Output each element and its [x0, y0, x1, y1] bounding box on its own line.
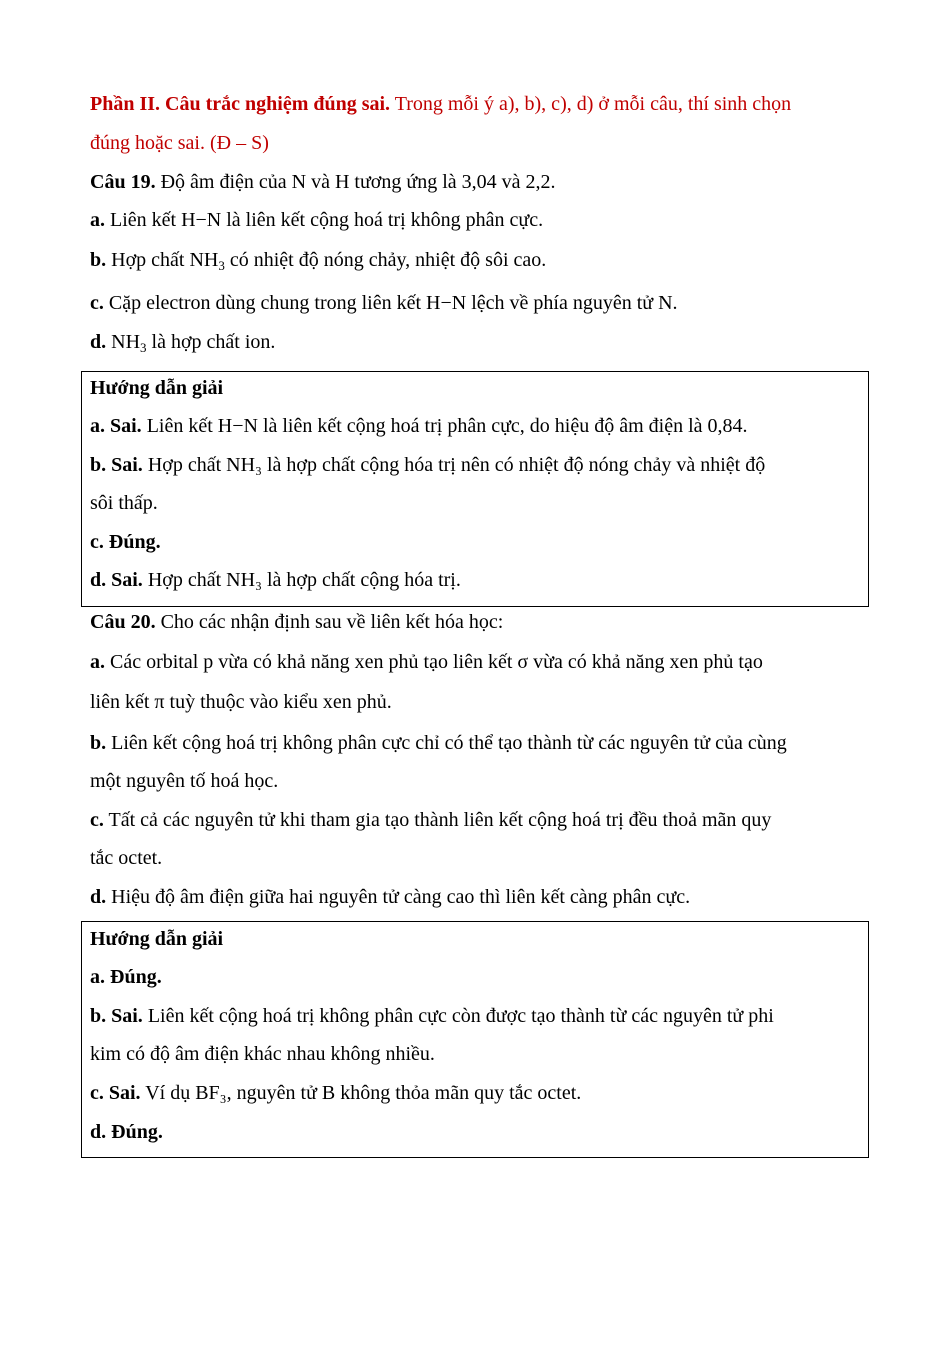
sol19-b [90, 453, 765, 477]
sol19-b-line2: sôi thấp. [90, 492, 158, 514]
q19-b-sub: 3 [218, 258, 225, 273]
q20-b-label: b. [90, 732, 107, 754]
sol19-title-text: Hướng dẫn giải [90, 377, 224, 399]
part-heading-line2: đúng hoặc sai. (Đ – S) [90, 132, 269, 154]
sol19-title [90, 376, 223, 400]
q20-option-c-line2: tắc octet. [90, 847, 163, 869]
part-heading-text: Trong mỗi ý a), b), c), d) ở mỗi câu, thí sinh chọn [390, 93, 792, 115]
q20-c-text: Tất cả các nguyên tử khi tham gia tạo thành liên kết cộng hoá trị đều thoả mãn quy [103, 809, 772, 831]
part-heading-bold: Phần II. Câu trắc nghiệm đúng sai. [90, 93, 391, 115]
solution-box-20 [81, 921, 869, 1158]
sol19-b-text: Hợp chất NH₃ là hợp chất cộng hóa trị nên có nhiệt độ nóng chảy và nhiệt độ [142, 454, 766, 476]
q19-option-b [90, 248, 546, 272]
q19-b-post: có nhiệt độ nóng chảy, nhiệt độ sôi cao. [224, 249, 547, 271]
sol19-c-label: c. Đúng. [90, 531, 161, 553]
q20-c-label: c. [90, 809, 104, 831]
q20-a-text: Các orbital p vừa có khả năng xen phủ tạo liên kết σ vừa có khả năng xen phủ tạo [105, 651, 763, 673]
sol20-c-text: Ví dụ BF₃, nguyên tử B không thỏa mãn quy tắc octet. [140, 1082, 582, 1104]
q20-option-b [90, 731, 787, 755]
q19-label: Câu 19. [90, 171, 156, 193]
q20-d-text: Hiệu độ âm điện giữa hai nguyên tử càng cao thì liên kết càng phân cực. [106, 886, 691, 908]
sol19-c [90, 530, 161, 554]
q20-option-a-line2: liên kết π tuỳ thuộc vào kiểu xen phủ. [90, 691, 392, 713]
q20-option-d [90, 885, 690, 909]
sol20-a [90, 965, 162, 989]
q20-option-a [90, 650, 763, 674]
q20-b-text: Liên kết cộng hoá trị không phân cực chỉ có thể tạo thành từ các nguyên tử của cùng [106, 732, 787, 754]
part-heading [90, 92, 791, 116]
sol19-d [90, 568, 461, 592]
sol20-title [90, 927, 223, 951]
q19-d-sub: 3 [140, 340, 147, 355]
q19-b-label: b. [90, 249, 107, 271]
sol20-a-label: a. Đúng. [90, 966, 162, 988]
sol19-d-label: d. Sai. [90, 569, 143, 591]
sol20-c [90, 1081, 581, 1105]
sol20-b-label: b. Sai. [90, 1005, 143, 1027]
q19-b-pre: Hợp chất NH [106, 249, 219, 271]
q20-text: Cho các nhận định sau về liên kết hóa học: [155, 611, 504, 633]
q19-option-d [90, 330, 275, 354]
q20-option-c [90, 808, 771, 832]
q19-option-a [90, 208, 543, 232]
q19-d-label: d. [90, 331, 107, 353]
sol20-d [90, 1120, 163, 1144]
sol19-a-label: a. Sai. [90, 415, 142, 437]
q19-c-text: Cặp electron dùng chung trong liên kết H−N lệch về phía nguyên tử N. [103, 292, 678, 314]
sol20-b-text: Liên kết cộng hoá trị không phân cực còn được tạo thành từ các nguyên tử phi [142, 1005, 774, 1027]
sol19-d-text: Hợp chất NH₃ là hợp chất cộng hóa trị. [142, 569, 461, 591]
q20-label: Câu 20. [90, 611, 156, 633]
q19-a-label: a. [90, 209, 105, 231]
q20-d-label: d. [90, 886, 107, 908]
q20-option-b-line2: một nguyên tố hoá học. [90, 770, 279, 792]
sol19-a [90, 414, 748, 438]
q19-text: Độ âm điện của N và H tương ứng là 3,04 và 2,2. [155, 171, 556, 193]
q19-a-text: Liên kết H−N là liên kết cộng hoá trị không phân cực. [105, 209, 544, 231]
q19-d-post: là hợp chất ion. [146, 331, 276, 353]
q20-stem [90, 610, 503, 634]
sol20-title-text: Hướng dẫn giải [90, 928, 224, 950]
sol19-b-label: b. Sai. [90, 454, 143, 476]
sol19-a-text: Liên kết H−N là liên kết cộng hoá trị phân cực, do hiệu độ âm điện là 0,84. [141, 415, 748, 437]
q19-d-pre: NH [106, 331, 141, 353]
sol20-b [90, 1004, 774, 1028]
q19-c-label: c. [90, 292, 104, 314]
sol20-d-label: d. Đúng. [90, 1121, 163, 1143]
q19-stem [90, 170, 556, 194]
sol20-b-line2: kim có độ âm điện khác nhau không nhiều. [90, 1043, 435, 1065]
q19-option-c [90, 291, 678, 315]
sol20-c-label: c. Sai. [90, 1082, 141, 1104]
q20-a-label: a. [90, 651, 105, 673]
